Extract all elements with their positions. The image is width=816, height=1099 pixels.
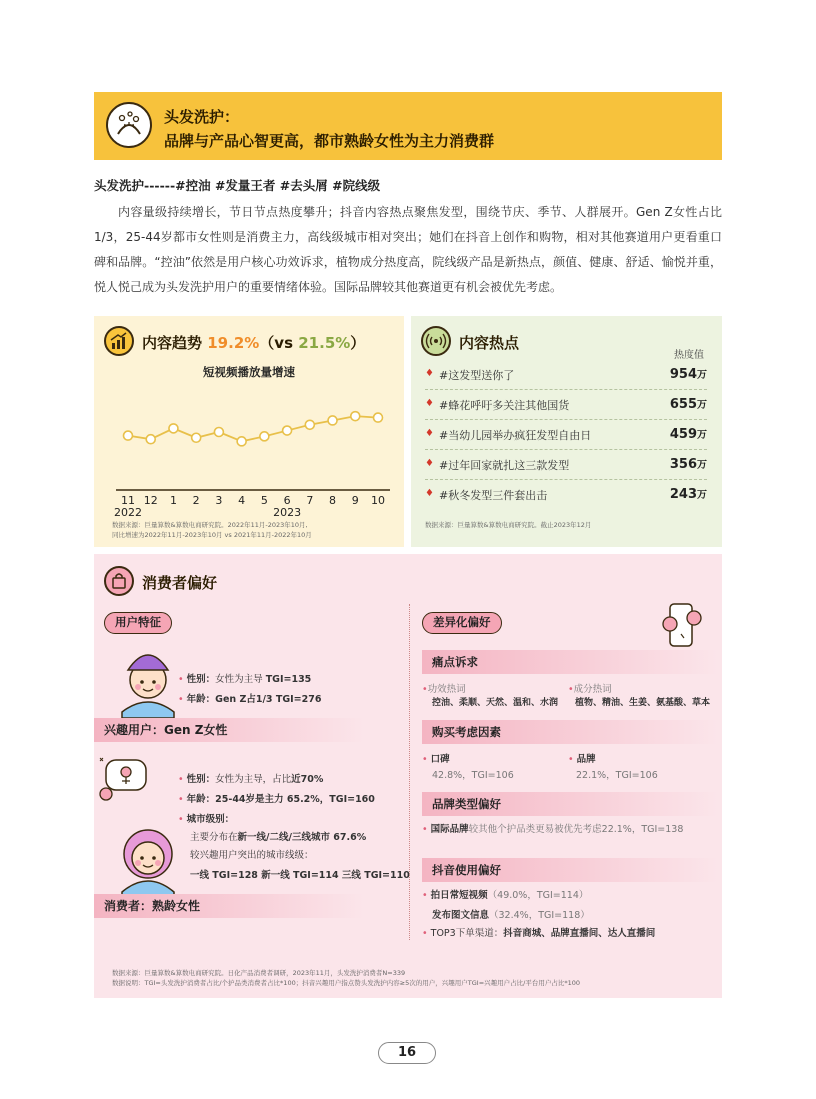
heat-value-header: 热度值 xyxy=(674,350,704,361)
x-tick-label: 6 xyxy=(283,494,291,507)
data-point xyxy=(283,426,292,435)
hotspot-unit: 万 xyxy=(697,370,707,381)
douyin-line3-bold: 抖音商城、品牌直播间、达人直播间 xyxy=(503,928,656,939)
data-point xyxy=(351,412,360,421)
content-trend-panel xyxy=(94,316,404,547)
hotspot-row xyxy=(425,390,707,420)
gender-text: 女性为主导 xyxy=(215,674,266,685)
age-label: 年龄： xyxy=(186,794,216,805)
hotspot-label: #秋冬发型三件套出击 xyxy=(439,489,548,502)
data-point xyxy=(146,435,155,444)
intro-paragraph: 内容量级持续增长，节日节点热度攀升；抖音内容热点聚焦发型，围绕节庆、季节、人群展开。Gen Z女性占比1/3，25-44岁都市女性则是消费主力，高线级城市相对突出；她们在抖音上创作和购物，相对其他赛道用户更看重口碑和品牌。“控油”依然是用户核心功效诉求，植物成分热度高，院线级产品是新热点，颜值、健康、舒适、愉悦并重，悦人悦己成为头发洗护用户的重要情绪体验。国际品牌较其他赛道更有机会被优先考虑。 xyxy=(94,205,722,294)
interest-gender xyxy=(178,670,311,689)
x-tick-label: 10 xyxy=(371,494,385,507)
x-tick-label: 11 xyxy=(121,494,135,507)
hotspot-value xyxy=(670,366,707,382)
x-tick-label: 7 xyxy=(306,494,314,507)
hotspot-number: 954 xyxy=(669,367,697,382)
year-label: 2022 xyxy=(114,506,142,519)
gender-label: 性别： xyxy=(186,674,216,685)
buyer-city-line2: 较兴趣用户突出的城市线级： xyxy=(190,850,314,861)
douyin-usage-title: 抖音使用偏好 xyxy=(422,858,718,882)
gender-text: 女性为主导，占比 xyxy=(215,774,292,785)
pain-point-title: 痛点诉求 xyxy=(422,650,718,674)
bullet: • xyxy=(422,890,428,901)
brand-type-line xyxy=(422,820,683,839)
efficacy-head-text: 功效热词 xyxy=(427,684,466,695)
trend-source-line2: 同比增速为2022年11月-2023年10月 vs 2021年11月-2022年10月 xyxy=(112,531,312,539)
bullet: • xyxy=(568,754,574,765)
x-tick-label: 5 xyxy=(260,494,268,507)
hotspot-unit: 万 xyxy=(697,400,707,411)
hotspot-number: 356 xyxy=(669,457,697,472)
data-point xyxy=(169,424,178,433)
broadcast-icon xyxy=(421,326,451,356)
flame-icon: ♦ xyxy=(425,458,434,469)
flame-icon: ♦ xyxy=(425,488,434,499)
data-point xyxy=(237,437,246,446)
brand-type-title: 品牌类型偏好 xyxy=(422,792,718,816)
data-point xyxy=(260,432,269,441)
data-point xyxy=(124,431,133,440)
data-point xyxy=(214,428,223,437)
douyin-line3 xyxy=(422,924,655,943)
shopping-bag-icon xyxy=(104,566,134,596)
douyin-line2 xyxy=(432,906,590,925)
trend-vs-prefix: （vs xyxy=(259,334,294,352)
hotspot-title: 内容热点 xyxy=(459,334,520,352)
age-text: 25-44岁是主力 65.2%，TGI=160 xyxy=(215,794,375,805)
efficacy-keywords: 控油、柔顺、天然、温和、水润 xyxy=(432,698,559,708)
x-tick-label: 3 xyxy=(215,494,223,507)
flame-icon: ♦ xyxy=(425,428,434,439)
x-tick-label: 4 xyxy=(238,494,246,507)
hotspot-label: #过年回家就扎这三款发型 xyxy=(439,459,570,472)
page-number: 16 xyxy=(378,1042,436,1064)
buyer-city-line1 xyxy=(190,828,366,847)
buyer-city-label xyxy=(178,810,234,829)
purchase-factors-title: 购买考虑因素 xyxy=(422,720,718,744)
x-tick-label: 9 xyxy=(351,494,359,507)
hotspot-number: 243 xyxy=(669,487,697,502)
brand-value: 22.1%，TGI=106 xyxy=(576,770,658,781)
brand-label: 品牌 xyxy=(576,754,596,765)
data-point xyxy=(328,416,337,425)
gender-tgi: TGI=135 xyxy=(265,674,312,685)
section-title: 头发洗护： xyxy=(164,108,240,126)
hotspot-unit: 万 xyxy=(697,430,707,441)
trend-vs-suffix: ） xyxy=(350,334,366,352)
gender-value: 近70% xyxy=(291,774,324,785)
bullet: • xyxy=(422,754,428,765)
trend-compare: 21.5% xyxy=(298,334,351,352)
word-of-mouth-label: 口碑 xyxy=(430,754,450,765)
international-brand: 国际品牌 xyxy=(430,824,469,835)
consumer-source-line1: 数据来源：巨量算数&算数电商研究院。日化产品消费者调研，2023年11月，头发洗护消费者N=339 xyxy=(112,969,406,977)
trend-title xyxy=(142,332,365,353)
trend-source-line1: 数据来源：巨量算数&算数电商研究院。2022年11月-2023年10月, xyxy=(112,521,308,529)
user-traits-label: 用户特征 xyxy=(104,612,172,634)
bullet: • xyxy=(568,684,574,695)
hotspot-value xyxy=(670,486,707,502)
bullet: • xyxy=(422,824,428,835)
city-line1-bold: 新一线/二线/三线城市 67.6% xyxy=(237,832,367,843)
hotspot-value xyxy=(670,396,707,412)
hotspot-label: #蜂花呼吁多关注其他国货 xyxy=(439,399,570,412)
x-tick-label: 8 xyxy=(329,494,337,507)
hotspot-number: 459 xyxy=(669,427,697,442)
hotspot-unit: 万 xyxy=(697,490,707,501)
trend-growth: 19.2% xyxy=(207,334,260,352)
section-subtitle: 品牌与产品心智更高，都市熟龄女性为主力消费群 xyxy=(164,132,495,150)
buyer-gender xyxy=(178,770,323,789)
year-label: 2023 xyxy=(273,506,302,519)
hotspot-value xyxy=(670,426,707,442)
hotspot-row xyxy=(425,360,707,390)
consumer-source-line2: 数据说明：TGI=头发洗护消费者占比/个护品类消费者占比*100；抖音兴趣用户指点赞头发洗护内容≥5次的用户，兴趣用户TGI=兴趣用户占比/平台用户占比*100 xyxy=(112,979,581,987)
x-tick-label: 1 xyxy=(169,494,177,507)
city-label: 城市级别： xyxy=(186,814,235,825)
buyer-age xyxy=(178,790,375,809)
data-point xyxy=(192,433,201,442)
douyin-line3-pre: TOP3下单渠道： xyxy=(430,928,504,939)
avatar-genz xyxy=(112,642,184,722)
hotspot-value xyxy=(670,456,707,472)
flame-icon: ♦ xyxy=(425,368,434,379)
bullet: • xyxy=(178,774,184,785)
buyer-strip: 消费者：熟龄女性 xyxy=(94,894,364,918)
word-of-mouth-value: 42.8%，TGI=106 xyxy=(432,770,514,781)
data-point xyxy=(374,413,383,422)
interest-user-strip: 兴趣用户：Gen Z女性 xyxy=(94,718,364,742)
consumer-title: 消费者偏好 xyxy=(142,574,218,592)
section-header xyxy=(94,92,722,160)
hotspot-unit: 万 xyxy=(697,460,707,471)
douyin-line2-text: （32.4%，TGI=118） xyxy=(489,910,590,921)
city-line1-pre: 主要分布在 xyxy=(190,832,238,843)
chart-subtitle: 短视频播放量增速 xyxy=(203,365,295,379)
douyin-line1-bold: 拍日常短视频 xyxy=(430,890,488,901)
age-text: Gen Z占1/3 TGI=276 xyxy=(215,694,322,705)
bullet: • xyxy=(178,674,184,685)
x-tick-label: 12 xyxy=(143,494,158,507)
trend-line-chart xyxy=(94,378,404,528)
flame-icon: ♦ xyxy=(425,398,434,409)
column-divider xyxy=(409,604,410,940)
age-label: 年龄： xyxy=(186,694,216,705)
x-tick-label: 2 xyxy=(192,494,200,507)
douyin-line1-text: （49.0%，TGI=114） xyxy=(487,890,589,901)
bullet: • xyxy=(422,684,428,695)
trend-title-text: 内容趋势 xyxy=(142,334,203,352)
interest-age xyxy=(178,690,321,709)
avatar-mature-woman xyxy=(112,816,184,900)
trend-chart-icon xyxy=(104,326,134,356)
series-line xyxy=(128,416,378,441)
female-symbol-icon xyxy=(96,752,154,808)
buyer-city-line3: 一线 TGI=128 新一线 TGI=114 三线 TGI=110 xyxy=(190,870,410,881)
ingredient-keywords: 植物、精油、生姜、氨基酸、草本 xyxy=(575,698,711,708)
bullet: • xyxy=(178,814,184,825)
hashtag-tagline: 头发洗护------#控油 #发量王者 #去头屑 #院线级 xyxy=(94,178,381,193)
ingredient-head-text: 成分热词 xyxy=(573,684,612,695)
hotspot-number: 655 xyxy=(669,397,697,412)
bullet: • xyxy=(178,794,184,805)
douyin-line1 xyxy=(422,886,588,905)
hotspot-label: #当幼儿园举办疯狂发型自由日 xyxy=(439,429,592,442)
hotspot-row xyxy=(425,480,707,510)
hotspot-row xyxy=(425,450,707,480)
hotspot-source: 数据来源：巨量算数&算数电商研究院。截止2023年12月 xyxy=(425,521,592,529)
brand-type-text: 较其他个护品类更易被优先考虑22.1%，TGI=138 xyxy=(468,824,684,835)
gender-label: 性别： xyxy=(186,774,216,785)
douyin-line2-bold: 发布图文信息 xyxy=(432,910,490,921)
bullet: • xyxy=(422,928,428,939)
content-hotspot-panel xyxy=(411,316,722,547)
hair-wash-icon xyxy=(106,102,152,148)
bullet: • xyxy=(178,694,184,705)
hotspot-label: #这发型送你了 xyxy=(439,369,515,382)
differentiated-preference-label: 差异化偏好 xyxy=(422,612,502,634)
data-point xyxy=(305,420,314,429)
hotspot-row xyxy=(425,420,707,450)
